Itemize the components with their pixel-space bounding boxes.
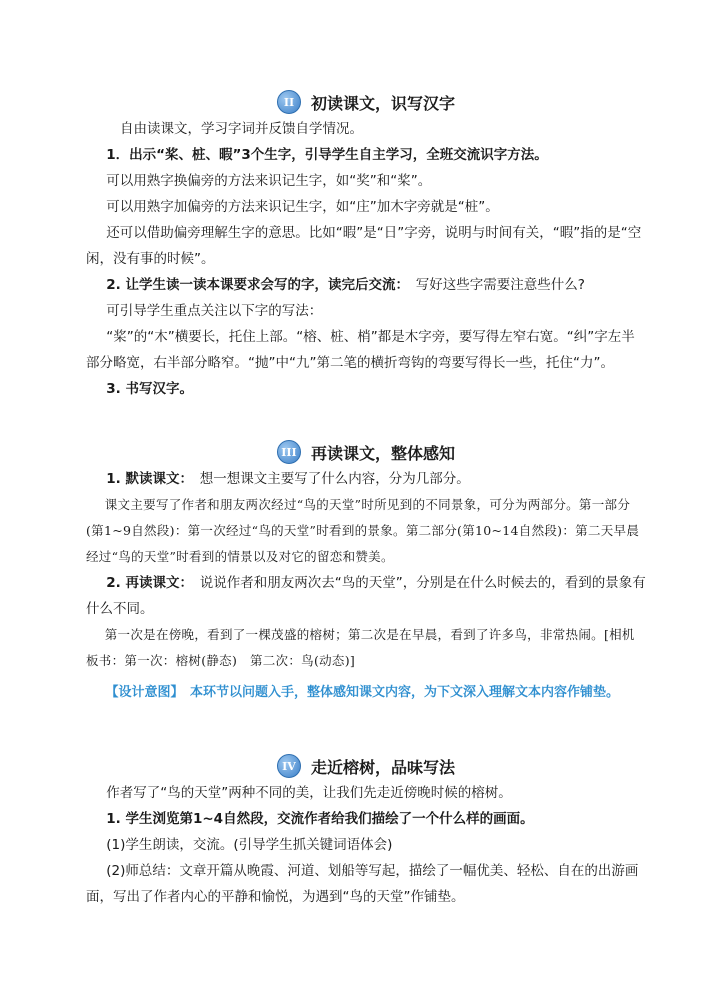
intro-text: 自由读课文，学习字词并反馈自学情况。 xyxy=(120,121,363,137)
section-3 xyxy=(86,438,646,706)
section-heading xyxy=(86,752,646,780)
answer-text: 第一次是在傍晚，看到了一棵茂盛的榕树；第二次是在早晨，看到了许多鸟，非常热闹。[相机板书：第一次：榕树(静态) 第二次：鸟(动态)] xyxy=(86,627,635,668)
section-number-badge: III xyxy=(277,440,301,464)
step-2 xyxy=(86,272,646,298)
paragraph: (2)师总结：文章开篇从晚霞、河道、划船等写起，描绘了一幅优美、轻松、自在的出游画面，写出了作者内心的平静和愉悦，为遇到“鸟的天堂”作铺垫。 xyxy=(86,863,639,905)
paragraph: (1)学生朗读，交流。(引导学生抓关键词语体会) xyxy=(106,837,393,853)
design-intent-text: 本环节以问题入手，整体感知课文内容，为下文深入理解文本内容作铺垫。 xyxy=(190,685,620,700)
step-2-label: 2. 再读课文： xyxy=(106,575,187,591)
step-1-title: 1. 学生浏览第1~4自然段，交流作者给我们描绘了一个什么样的画面。 xyxy=(106,811,534,827)
section-title: 走近榕树，品味写法 xyxy=(310,757,455,777)
section-number-badge: II xyxy=(277,90,301,114)
step-2-label: 2. 让学生读一读本课要求会写的字，读完后交流： xyxy=(106,277,403,293)
step-2-text: 说说作者和朋友两次去“鸟的天堂”，分别是在什么时候去的，看到的景象有什么不同。 xyxy=(86,575,646,617)
paragraph: 可以用熟字加偏旁的方法来识记生字，如“庄”加木字旁就是“桩”。 xyxy=(106,199,499,215)
step-2 xyxy=(86,570,646,622)
intro-text: 作者写了“鸟的天堂”两种不同的美，让我们先走近傍晚时候的榕树。 xyxy=(106,785,512,801)
paragraph: 可以用熟字换偏旁的方法来识记生字，如“奖”和“桨”。 xyxy=(106,173,432,189)
step-1-text: 想一想课文主要写了什么内容，分为几部分。 xyxy=(199,471,470,487)
section-heading xyxy=(86,88,646,116)
step-3: 3. 书写汉字。 xyxy=(106,381,193,397)
paragraph: 还可以借助偏旁理解生字的意思。比如“暇”是“日”字旁，说明与时间有关，“暇”指的是“空闲，没有事的时候”。 xyxy=(86,225,642,267)
section-heading xyxy=(86,438,646,466)
design-intent-tag: 【设计意图】 xyxy=(105,685,178,700)
answer-text: 课文主要写了作者和朋友两次经过“鸟的天堂”时所见到的不同景象，可分为两部分。第一部分(第1~9自然段)：第一次经过“鸟的天堂”时看到的景象。第二部分(第10~14自然段)：第二天早晨经过“鸟的天堂”时看到的情景以及对它的留恋和赞美。 xyxy=(86,497,640,564)
section-title: 初读课文，识写汉字 xyxy=(310,93,455,113)
step-2-text: 写好这些字需要注意些什么? xyxy=(415,277,585,293)
section-2 xyxy=(86,88,646,402)
section-4 xyxy=(86,752,646,910)
paragraph: “桨”的“木”横要长，托住上部。“榕、桩、梢”都是木字旁，要写得左窄右宽。“纠”字左半部分略宽，右半部分略窄。“抛”中“九”第二笔的横折弯钩的弯要写得长一些，托住“力”。 xyxy=(86,329,635,371)
section-number-badge: IV xyxy=(277,754,301,778)
step-1 xyxy=(86,466,646,492)
design-intent xyxy=(86,680,646,706)
step-1-label: 1. 默读课文： xyxy=(106,471,187,487)
paragraph: 可引导学生重点关注以下字的写法： xyxy=(106,303,323,319)
section-title: 再读课文，整体感知 xyxy=(310,443,455,463)
step-1-title: 1．出示“桨、桩、暇”3个生字，引导学生自主学习，全班交流识字方法。 xyxy=(106,147,548,163)
